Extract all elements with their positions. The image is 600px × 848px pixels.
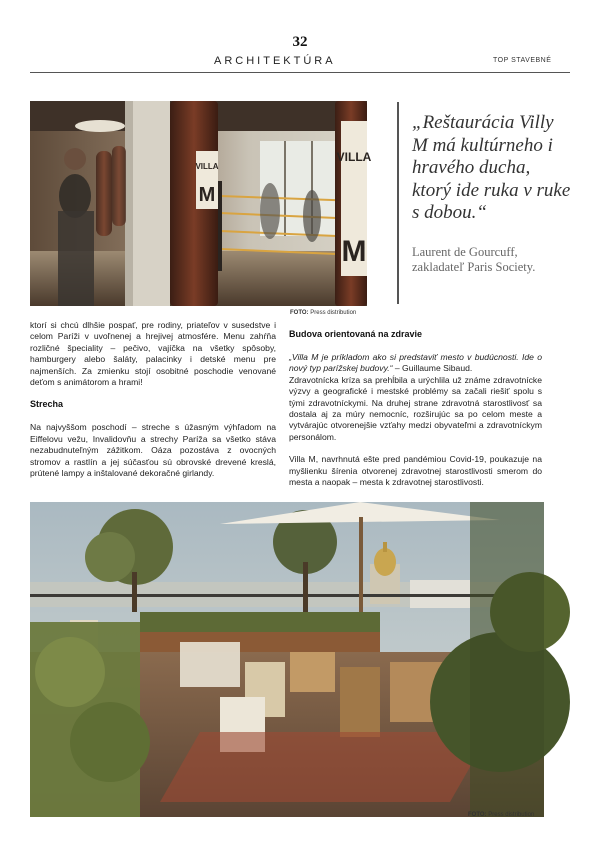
photo-credit: FOTO: Press distribution [290,310,357,316]
right-column [289,329,542,499]
paragraph: Villa M, navrhnutá ešte pred pandémiou Covid-19, poukazuje na myšlienku šírenia otvorenej zdravotnej starostlivosti smerom do mesta a naopak – mesta k zdravotnej starostlivosti. [289,454,542,488]
section-title: ARCHITEKTÚRA [214,55,336,67]
pull-quote-author: Laurent de Gourcuff, zakladateľ Paris Society. [412,245,536,274]
photo-credit: FOTO: Press distribution [468,812,535,818]
bag-letter: M [341,235,367,268]
pull-quote-bar [397,102,399,304]
bag-letter: VILLA [195,162,219,171]
header-divider [30,72,570,73]
paragraph: Zdravotnícka kríza sa prehĺbila a urýchlila už známe zdravotnícke výzvy a geografické i mestské problémy sa začali riešiť spolu s tými zdravotníckymi. Na druhej strane zdravotná starostlivosť sa dostala aj za múry nemocníc, rozširujúc sa po celom meste a vytvárajúc otvorenejšie vzťahy medzi obyvateľmi a zdravotníckym personálom. [289,374,542,442]
gym-photo [30,101,372,306]
subheading-health: Budova orientovaná na zdravie [289,329,423,339]
left-column [30,320,276,490]
inline-quote: „Villa M je príkladom ako si predstaviť mesto v budúcnosti. Ide o nový typ parížskej budovy.“ – Guillaume Sibaud. [289,352,542,374]
paragraph: ktorí si chcú dlhšie pospať, pre rodiny, priateľov v susedstve i celom Paríži v uvoľnenej a hrejivej atmosfére. Menu zahŕňa rozličné špeciality – pečivo, vajíčka na všetky spôsoby, hamburgery alebo šaláty, palacinky i detské menu pre najmenších. Za zmienku stojí osobitné poschodie venované deťom s animátorom a hrami! [30,320,276,388]
pull-quote: „Reštaurácia Villy M má kultúrneho i hravého ducha, ktorý ide ruka v ruke s dobou.“ [412,112,571,224]
paragraph: Na najvyššom poschodí – streche s úžasným výhľadom na Eiffelovu vežu, Invalidovňu a strechy Paríža sa všetko stáva nezabudnuteľným zážitkom. Oáza pozostáva z ovocných stromov a rastlín a jej súčasťou sú obrovské drevené kreslá, prútené lampy a inštalované dekoračné girlandy. [30,422,276,479]
rooftop-photo [30,502,544,817]
bag-letter: VILLA [336,150,372,164]
page-number: 32 [292,34,308,50]
bag-letter: M [198,184,216,206]
magazine-name: TOP STAVEBNÉ [493,57,552,64]
subheading-strecha: Strecha [30,399,64,410]
